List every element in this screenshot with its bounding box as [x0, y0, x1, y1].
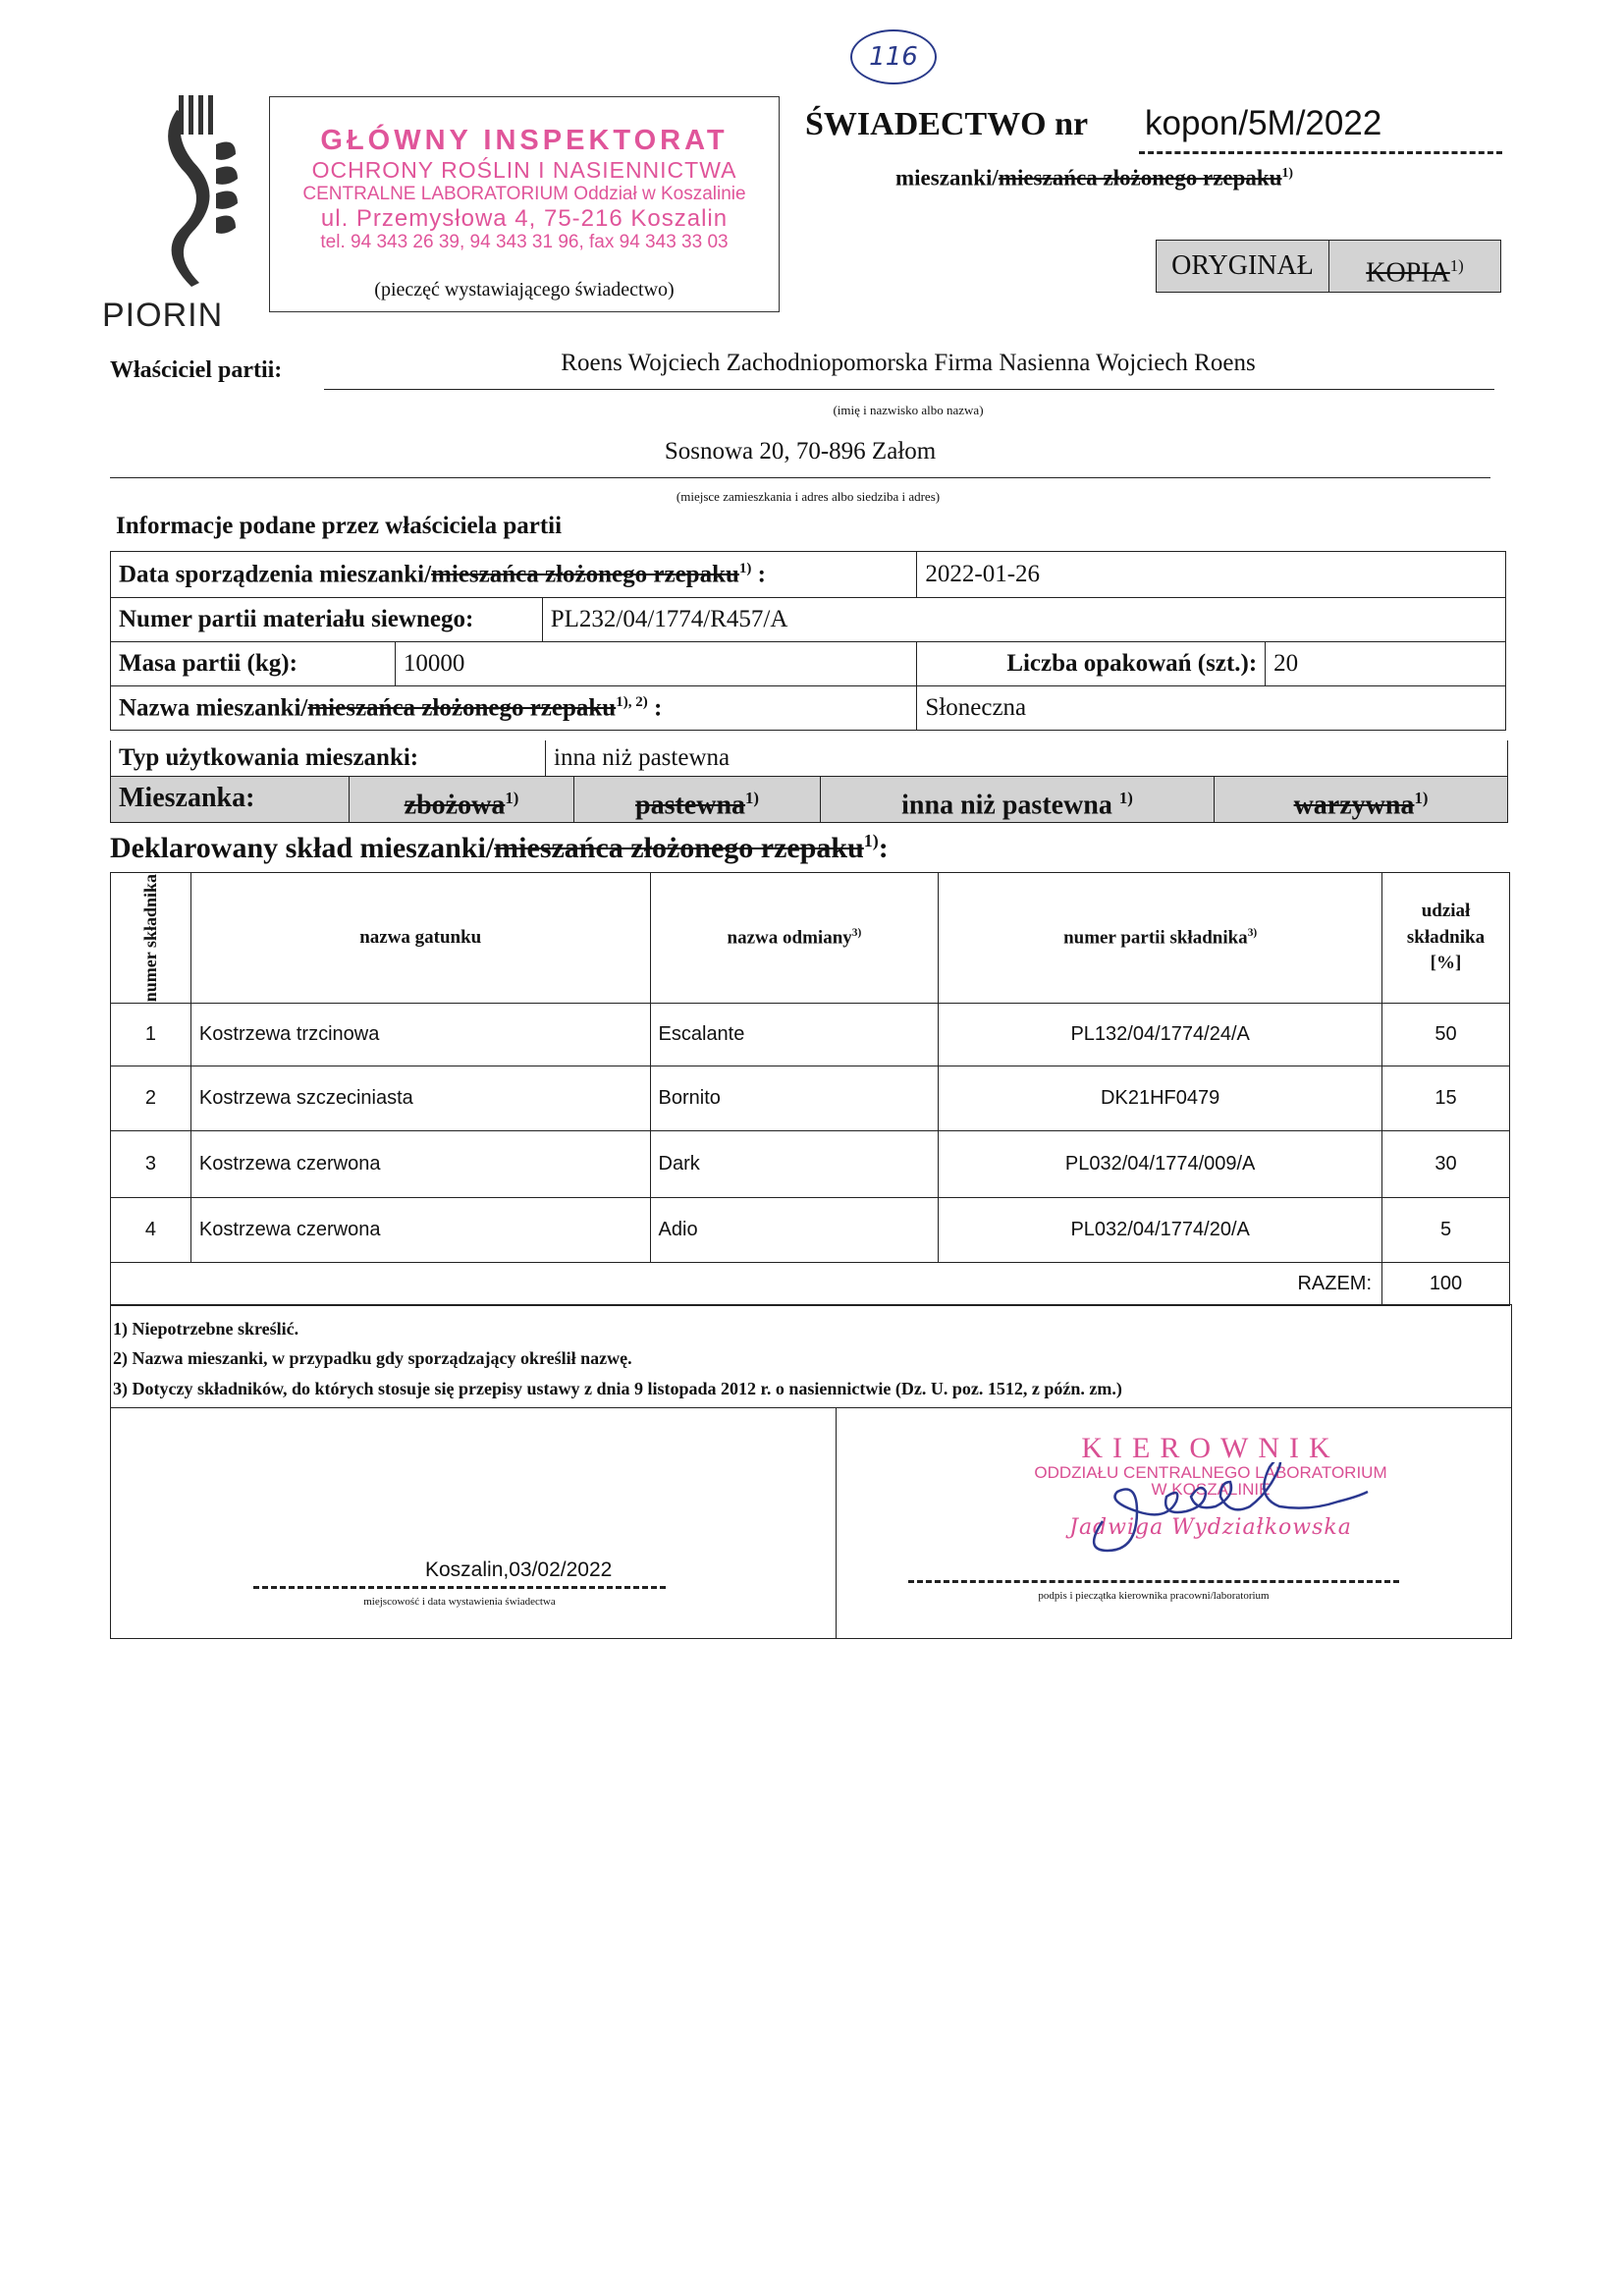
- date-value: 2022-01-26: [917, 552, 1506, 598]
- total-row: [111, 1263, 1510, 1306]
- date-row: [111, 552, 1506, 598]
- row-number: 1: [111, 1004, 191, 1066]
- table-row: [111, 1004, 1510, 1066]
- copy-label: KOPIA$^{1)}$: [1366, 256, 1464, 289]
- mixture-option-fodder: pastewna$^{1)}$: [574, 777, 821, 822]
- row-share: 30: [1382, 1131, 1510, 1198]
- stamp-line-1: GŁÓWNY INSPEKTORAT: [320, 125, 729, 156]
- address-caption: (miejsce zamieszkania i adres albo siedziba i adres): [676, 489, 941, 504]
- packages-value: 20: [1266, 642, 1506, 686]
- issuer-stamp-box: [269, 96, 780, 312]
- mixture-type-row: [110, 776, 1508, 823]
- row-species: Kostrzewa trzcinowa: [190, 1004, 650, 1066]
- row-variety: Adio: [650, 1198, 939, 1263]
- mixture-label: Mieszanka:: [111, 777, 350, 822]
- usage-row: [110, 740, 1508, 777]
- row-variety: Bornito: [650, 1066, 939, 1131]
- lot-label: Numer partii materiału siewnego:: [111, 598, 543, 642]
- info-heading: Informacje podane przez właściciela partii: [116, 513, 563, 539]
- signature-divider: [836, 1407, 837, 1638]
- footnote-1: 1) Niepotrzebne skreślić.: [113, 1319, 299, 1339]
- date-label: Data sporządzenia mieszanki/mieszańca złożonego rzepaku$^{1)}$ :: [111, 552, 917, 598]
- composition-heading: Deklarowany skład mieszanki/mieszańca złożonego rzepaku$^{1)}$:: [110, 831, 889, 864]
- row-lot: PL132/04/1774/24/A: [939, 1004, 1382, 1066]
- footnote-2: 2) Nazwa mieszanki, w przypadku gdy sporządzający określił nazwę.: [113, 1348, 632, 1368]
- row-lot: PL032/04/1774/009/A: [939, 1131, 1382, 1198]
- wheat-serpent-icon: [98, 90, 245, 297]
- handwritten-page-number: 116: [850, 29, 937, 84]
- mix-name-value: Słoneczna: [917, 686, 1506, 731]
- logo-text: PIORIN: [102, 297, 224, 334]
- col-header-number: numer składnika: [111, 873, 191, 1004]
- owner-name: Roens Wojciech Zachodniopomorska Firma Nasienna Wojciech Roens: [561, 350, 1256, 376]
- mixture-option-other: inna niż pastewna $^{1)}$: [821, 777, 1215, 822]
- composition-table: [110, 872, 1510, 1306]
- total-value: 100: [1382, 1263, 1510, 1306]
- number-underline: [1139, 151, 1502, 154]
- row-lot: PL032/04/1774/20/A: [939, 1198, 1382, 1263]
- table-row: [111, 1066, 1510, 1131]
- usage-value: inna niż pastewna: [554, 744, 731, 771]
- table-row: [111, 1198, 1510, 1263]
- head-stamp-title: KIEROWNIK: [1081, 1432, 1340, 1464]
- col-header-lot: numer partii składnika$^{3)}$: [939, 873, 1382, 1004]
- original-copy-box: [1156, 240, 1501, 293]
- total-label: RAZEM:: [111, 1263, 1382, 1306]
- batch-info-table: [110, 551, 1506, 731]
- row-number: 2: [111, 1066, 191, 1131]
- head-stamp-name: Jadwiga Wydziałkowska: [1069, 1515, 1352, 1541]
- row-lot: DK21HF0479: [939, 1066, 1382, 1131]
- col-header-share: udział składnika [%]: [1382, 873, 1510, 1004]
- stamp-line-2: OCHRONY ROŚLIN I NASIENNICTWA: [311, 157, 737, 184]
- row-share: 5: [1382, 1198, 1510, 1263]
- table-row: [111, 1131, 1510, 1198]
- col-header-variety: nazwa odmiany$^{3)}$: [650, 873, 939, 1004]
- certificate-number: kopon/5M/2022: [1145, 104, 1382, 142]
- row-variety: Escalante: [650, 1004, 939, 1066]
- row-number: 4: [111, 1198, 191, 1263]
- col-header-species: nazwa gatunku: [190, 873, 650, 1004]
- mixture-option-cereal: zbożowa$^{1)}$: [350, 777, 574, 822]
- signature-caption: podpis i pieczątka kierownika pracowni/laboratorium: [1038, 1590, 1270, 1602]
- row-species: Kostrzewa czerwona: [190, 1131, 650, 1198]
- row-species: Kostrzewa czerwona: [190, 1198, 650, 1263]
- mass-label: Masa partii (kg):: [111, 642, 396, 686]
- mass-row: [111, 642, 1506, 686]
- mix-name-label: Nazwa mieszanki/mieszańca złożonego rzepaku$^{1), 2)}$ :: [111, 686, 917, 731]
- row-share: 50: [1382, 1004, 1510, 1066]
- packages-label: Liczba opakowań (szt.):: [917, 642, 1266, 686]
- owner-address: Sosnowa 20, 70-896 Załom: [664, 438, 937, 465]
- footnote-divider: [111, 1407, 1511, 1408]
- certificate-title: ŚWIADECTWO nr: [805, 106, 1089, 142]
- usage-label: Typ użytkowania mieszanki:: [111, 740, 546, 776]
- composition-header-row: [111, 873, 1510, 1004]
- stamp-caption: (pieczęć wystawiającego świadectwo): [374, 279, 675, 301]
- head-stamp-city: W KOSZALINIE: [1151, 1480, 1271, 1500]
- row-number: 3: [111, 1131, 191, 1198]
- mixture-option-vegetable: warzywna$^{1)}$: [1293, 789, 1429, 821]
- place-date-caption: miejscowość i data wystawienia świadectwa: [363, 1596, 556, 1608]
- head-stamp-dept: ODDZIAŁU CENTRALNEGO LABORATORIUM: [1034, 1462, 1387, 1482]
- signature-scribble-icon: [1063, 1462, 1427, 1570]
- piorin-logo: [98, 90, 245, 336]
- certificate-subtitle: mieszanki/mieszańca złożonego rzepaku$^{1)}$: [895, 165, 1294, 191]
- signature-line: [908, 1580, 1399, 1583]
- place-date-line: [253, 1586, 666, 1589]
- footnotes-signature-box: [110, 1304, 1512, 1639]
- mass-value: 10000: [395, 642, 917, 686]
- lot-row: [111, 598, 1506, 642]
- original-label: ORYGINAŁ: [1157, 241, 1329, 292]
- stamp-line-5: tel. 94 343 26 39, 94 343 31 96, fax 94 343 33 03: [320, 232, 729, 253]
- owner-line: [324, 389, 1494, 390]
- row-variety: Dark: [650, 1131, 939, 1198]
- row-species: Kostrzewa szczeciniasta: [190, 1066, 650, 1131]
- mix-name-row: [111, 686, 1506, 731]
- owner-label: Właściciel partii:: [110, 357, 283, 383]
- address-line: [110, 477, 1490, 478]
- place-date: Koszalin,03/02/2022: [425, 1558, 613, 1581]
- stamp-line-3: CENTRALNE LABORATORIUM Oddział w Koszalinie: [302, 183, 746, 204]
- row-share: 15: [1382, 1066, 1510, 1131]
- stamp-line-4: ul. Przemysłowa 4, 75-216 Koszalin: [320, 204, 729, 232]
- footnote-3: 3) Dotyczy składników, do których stosuje się przepisy ustawy z dnia 9 listopada 2012 r. o nasiennictwie (Dz. U. poz. 1512, z późn. zm.): [113, 1379, 1122, 1398]
- owner-name-caption: (imię i nazwisko albo nazwa): [833, 403, 984, 417]
- lot-value: PL232/04/1774/R457/A: [542, 598, 1505, 642]
